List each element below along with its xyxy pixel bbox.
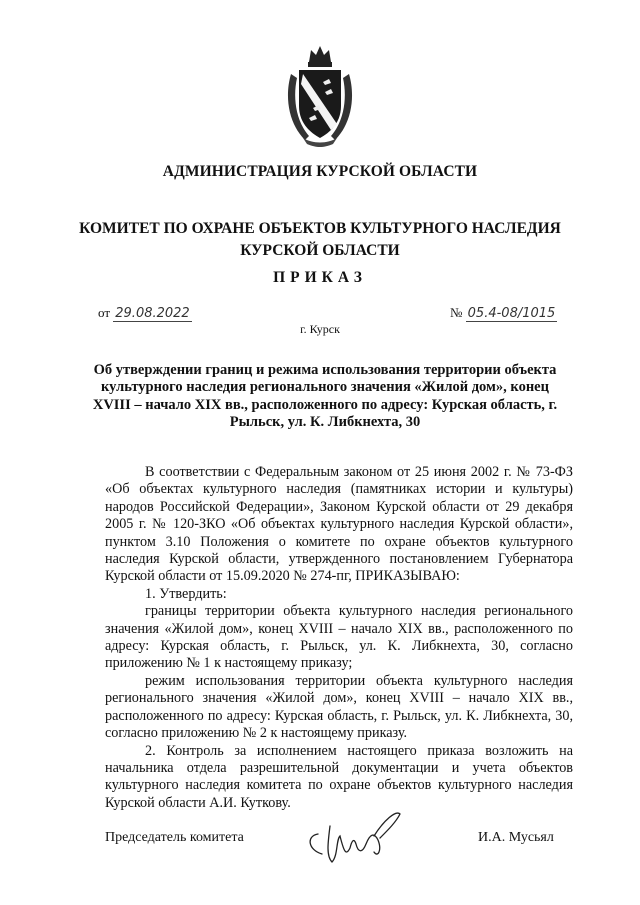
body-paragraph-3: границы территории объекта культурного наследия регионального значения «Жилой дом», конец XVIII – начало XIX вв., расположенного по адресу: Курская область, г. Рыльск, ул. К. Либкнехта, 30, согласно приложению № 1 к настоящему приказу;	[105, 603, 573, 672]
handwritten-signature	[300, 796, 420, 876]
date-value: 29.08.2022	[115, 306, 190, 321]
administration-title: АДМИНИСТРАЦИЯ КУРСКОЙ ОБЛАСТИ	[162, 163, 478, 180]
committee-title-line1: КОМИТЕТ ПО ОХРАНЕ ОБЪЕКТОВ КУЛЬТУРНОГО НАСЛЕДИЯ	[79, 220, 561, 237]
signer-name: И.А. Мусьял	[478, 830, 554, 845]
document-body	[105, 464, 573, 812]
body-paragraph-1: В соответствии с Федеральным законом от 25 июня 2002 г. № 73-ФЗ «Об объектах культурного наследия (памятниках истории и культуры) народов Российской Федерации», Законом Курской области от 29 декабря 2005 г. № 120-ЗКО «Об объектах культурного наследия Курской области», пунктом 3.10 Положения о комитете по охране объектов культурного наследия Курской области, утвержденного постановлением Губернатора Курской области от 15.09.2020 № 274-пг, ПРИКАЗЫВАЮ:	[105, 464, 573, 585]
date-field	[98, 305, 192, 321]
document-subject: Об утверждении границ и режима использования территории объекта культурного наследия регионального значения «Жилой дом», конец XVIII – начало XIX вв., расположенного по адресу: Курская область, г. Рыльск, ул. К. Либкнехта, 30	[92, 362, 558, 431]
number-field	[450, 305, 557, 321]
body-paragraph-2: 1. Утвердить:	[145, 585, 227, 602]
date-prefix: от	[98, 305, 111, 320]
body-paragraph-5: 2. Контроль за исполнением настоящего приказа возложить на начальника отдела разрешительной документации и учета объектов культурного наследия комитета по охране объектов культурного наследия Курской области А.И. Куткову.	[105, 742, 573, 811]
city-label: г. Курск	[300, 322, 340, 336]
number-prefix: №	[450, 305, 463, 320]
committee-title	[0, 218, 640, 262]
committee-title-line2: КУРСКОЙ ОБЛАСТИ	[240, 242, 400, 259]
coat-of-arms-emblem	[283, 44, 357, 148]
signer-position: Председатель комитета	[105, 830, 244, 845]
body-paragraph-4: режим использования территории объекта культурного наследия регионального значения «Жилой дом», конец XVIII – начало XIX вв., расположенного по адресу: Курская область, г. Рыльск, ул. К. Либкнехта, 30, согласно приложению № 2 к настоящему приказу.	[105, 672, 573, 742]
number-value: 05.4-08/1015	[467, 306, 556, 321]
document-type-title: ПРИКАЗ	[273, 269, 367, 286]
